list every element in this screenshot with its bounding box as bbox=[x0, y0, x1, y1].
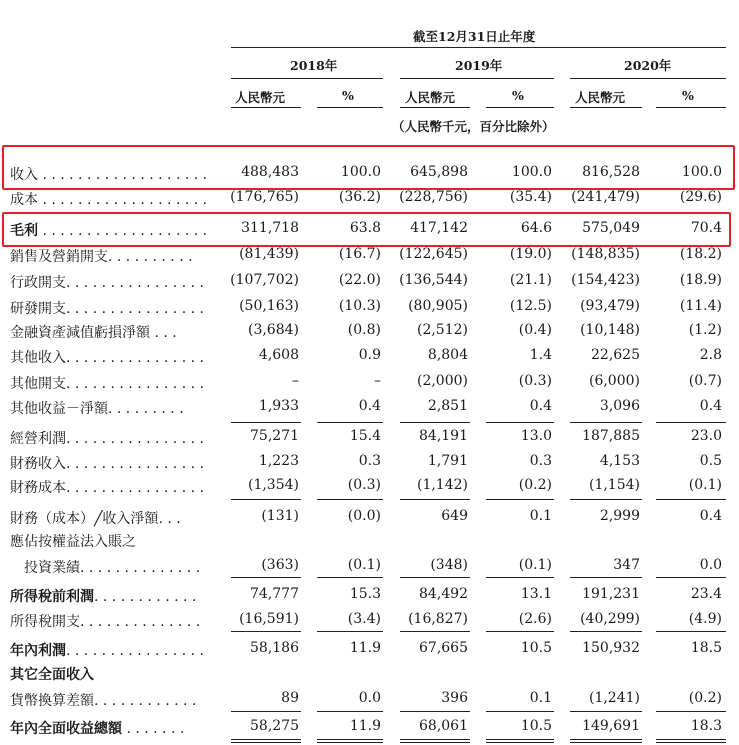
total-double-rule bbox=[570, 739, 642, 740]
subtotal-rule bbox=[486, 499, 554, 500]
year-rule-2018 bbox=[231, 78, 383, 79]
row-leader-dots: . . . bbox=[158, 511, 181, 527]
subtotal-rule bbox=[656, 577, 726, 578]
amount-cell: (16,827) bbox=[408, 611, 468, 627]
percent-cell: 0.3 bbox=[529, 453, 552, 469]
total-double-rule bbox=[231, 742, 301, 743]
percent-cell: (18.2) bbox=[679, 246, 722, 262]
amount-cell: 22,625 bbox=[591, 347, 640, 363]
subtotal-rule bbox=[486, 631, 554, 632]
percent-cell: 1.4 bbox=[529, 347, 552, 363]
subtotal-rule bbox=[400, 711, 470, 712]
amount-cell: (50,163) bbox=[239, 298, 299, 314]
percent-cell: (3.4) bbox=[347, 611, 381, 627]
amount-cell: (1,241) bbox=[588, 690, 640, 706]
amount-cell: (10,148) bbox=[580, 322, 640, 338]
row-leader-dots: . . . . . . . . . . . . . . . . . . . bbox=[38, 167, 208, 183]
subtotal-rule bbox=[317, 577, 383, 578]
amount-cell: (1,142) bbox=[416, 477, 468, 493]
amount-cell: 74,777 bbox=[250, 586, 299, 602]
row-label bbox=[10, 428, 225, 448]
amount-cell: 396 bbox=[441, 690, 468, 706]
row-label-text: 收入 bbox=[10, 167, 38, 183]
subtotal-rule bbox=[231, 577, 301, 578]
amount-cell: (241,479) bbox=[571, 189, 640, 205]
percent-cell: 23.4 bbox=[690, 586, 722, 602]
amount-cell: 84,191 bbox=[419, 428, 468, 444]
row-leader-dots: . . . bbox=[150, 325, 177, 341]
amount-cell: 75,271 bbox=[250, 428, 299, 444]
amount-cell: 2,999 bbox=[599, 508, 640, 524]
percent-cell: (0.4) bbox=[518, 322, 552, 338]
amount-cell: (176,765) bbox=[230, 189, 299, 205]
amount-cell: 3,096 bbox=[599, 398, 640, 414]
subtotal-rule bbox=[231, 631, 301, 632]
amount-cell: 417,142 bbox=[410, 220, 468, 236]
col-rule-rmb-2020 bbox=[570, 107, 642, 108]
percent-cell: 64.6 bbox=[520, 220, 552, 236]
year-2018: 2018年 bbox=[290, 58, 338, 73]
amount-cell: (228,756) bbox=[399, 189, 468, 205]
percent-cell: 0.3 bbox=[358, 453, 381, 469]
amount-cell: (1,154) bbox=[588, 477, 640, 493]
currency-label-2018: 人民幣元 bbox=[235, 90, 286, 105]
row-leader-dots: . . . . . . . . . . . . . . . . bbox=[66, 275, 204, 291]
amount-cell: (348) bbox=[430, 557, 468, 573]
amount-cell: (1,354) bbox=[247, 477, 299, 493]
row-label-text: 毛利 bbox=[10, 223, 38, 239]
total-double-rule bbox=[317, 739, 383, 740]
row-label bbox=[10, 531, 225, 551]
amount-cell: 150,932 bbox=[582, 640, 640, 656]
row-label bbox=[10, 347, 225, 367]
col-rule-pct-2019 bbox=[486, 107, 554, 108]
unit-note: （人民幣千元，百分比除外） bbox=[392, 119, 555, 134]
row-label-text: 金融資產減值虧損淨額 bbox=[10, 325, 150, 341]
subtotal-rule bbox=[570, 711, 642, 712]
row-label-text: 年內全面收益總額 bbox=[10, 721, 122, 737]
subtotal-rule bbox=[570, 631, 642, 632]
subtotal-rule bbox=[317, 631, 383, 632]
amount-cell: 1,791 bbox=[427, 453, 468, 469]
subtotal-rule bbox=[656, 499, 726, 500]
percent-cell: 18.3 bbox=[690, 718, 722, 734]
percent-cell: 0.9 bbox=[358, 347, 381, 363]
subtotal-rule bbox=[400, 422, 470, 423]
amount-cell: (93,479) bbox=[580, 298, 640, 314]
amount-cell: 816,528 bbox=[582, 164, 640, 180]
row-label-text: 貨幣換算差額 bbox=[10, 693, 94, 709]
row-leader-dots: . . . . . . . . . . . . . . . . bbox=[66, 456, 204, 472]
amount-cell: 58,186 bbox=[250, 640, 299, 656]
row-leader-dots: . . . . . . . . . . . . . . . . . . . bbox=[38, 192, 208, 208]
subtotal-rule bbox=[656, 422, 726, 423]
percent-cell: 0.4 bbox=[358, 398, 381, 414]
row-leader-dots: . . . . . . . . . bbox=[108, 401, 184, 417]
percent-cell: (0.8) bbox=[347, 322, 381, 338]
amount-cell: 58,275 bbox=[250, 718, 299, 734]
row-leader-dots: . . . . . . . . . . . . bbox=[94, 693, 197, 709]
subtotal-rule bbox=[656, 631, 726, 632]
percent-cell: 13.0 bbox=[520, 428, 552, 444]
percent-cell: 10.5 bbox=[520, 718, 552, 734]
percent-label-2019: % bbox=[512, 88, 524, 103]
percent-cell: (21.1) bbox=[509, 272, 552, 288]
amount-cell: (80,905) bbox=[408, 298, 468, 314]
row-label-text: 財務（成本）╱收入淨額 bbox=[10, 511, 159, 527]
percent-cell: (4.9) bbox=[688, 611, 722, 627]
amount-cell: 191,231 bbox=[582, 586, 640, 602]
amount-cell: 68,061 bbox=[419, 718, 468, 734]
highlight-box-revenue bbox=[2, 145, 735, 190]
row-leader-dots: . . . . . . . . . . . . bbox=[94, 589, 197, 605]
percent-cell: (10.3) bbox=[338, 298, 381, 314]
amount-cell: 1,933 bbox=[258, 398, 299, 414]
currency-label-2019: 人民幣元 bbox=[405, 90, 456, 105]
percent-label-2018: % bbox=[342, 88, 354, 103]
amount-cell: (2,512) bbox=[416, 322, 468, 338]
percent-cell: 11.9 bbox=[349, 640, 381, 656]
row-label-text: 銷售及營銷開支 bbox=[10, 249, 108, 265]
percent-cell: 15.3 bbox=[349, 586, 381, 602]
subtotal-rule bbox=[317, 499, 383, 500]
currency-label-2020: 人民幣元 bbox=[575, 90, 626, 105]
percent-cell: 0.4 bbox=[699, 398, 722, 414]
amount-cell: 187,885 bbox=[582, 428, 640, 444]
percent-cell: 10.5 bbox=[520, 640, 552, 656]
total-double-rule bbox=[400, 742, 470, 743]
row-label bbox=[10, 189, 225, 209]
row-leader-dots: . . . . . . . . . . . . . . bbox=[80, 560, 201, 576]
percent-cell: (35.4) bbox=[509, 189, 552, 205]
percent-cell: (0.3) bbox=[347, 477, 381, 493]
year-2019: 2019年 bbox=[455, 58, 503, 73]
amount-cell: (107,702) bbox=[230, 272, 299, 288]
row-label-text: 其他收入 bbox=[10, 350, 66, 366]
percent-cell: 0.0 bbox=[699, 557, 722, 573]
row-label-text: 應佔按權益法入賬之 bbox=[10, 534, 136, 550]
total-double-rule bbox=[656, 742, 726, 743]
amount-cell: 488,483 bbox=[241, 164, 299, 180]
amount-cell: 84,492 bbox=[419, 586, 468, 602]
year-2020: 2020年 bbox=[624, 58, 672, 73]
row-label bbox=[10, 640, 225, 660]
row-label bbox=[10, 611, 225, 631]
amount-cell: (3,684) bbox=[247, 322, 299, 338]
amount-cell: (6,000) bbox=[588, 373, 640, 389]
amount-cell: 4,153 bbox=[599, 453, 640, 469]
row-label bbox=[10, 298, 225, 318]
percent-cell: (22.0) bbox=[338, 272, 381, 288]
percent-cell: 63.8 bbox=[349, 220, 381, 236]
amount-cell: 649 bbox=[441, 508, 468, 524]
percent-cell: 13.1 bbox=[520, 586, 552, 602]
amount-cell: 4,608 bbox=[258, 347, 299, 363]
period-title: 截至12月31日止年度 bbox=[413, 29, 536, 44]
total-double-rule bbox=[570, 742, 642, 743]
subtotal-rule bbox=[231, 499, 301, 500]
amount-cell: (122,645) bbox=[399, 246, 468, 262]
row-leader-dots: . . . . . . . . . . . . . . . . . . . bbox=[38, 223, 208, 239]
total-double-rule bbox=[656, 739, 726, 740]
amount-cell: – bbox=[292, 373, 299, 389]
amount-cell: 89 bbox=[281, 690, 299, 706]
total-double-rule bbox=[231, 739, 301, 740]
subtotal-rule bbox=[317, 422, 383, 423]
subtotal-rule bbox=[486, 711, 554, 712]
amount-cell: (148,835) bbox=[571, 246, 640, 262]
percent-cell: 0.1 bbox=[529, 690, 552, 706]
percent-cell: 23.0 bbox=[690, 428, 722, 444]
amount-cell: (40,299) bbox=[580, 611, 640, 627]
row-leader-dots: . . . . . . . . . . . . . . bbox=[80, 614, 201, 630]
year-rule-2020 bbox=[570, 78, 726, 79]
total-double-rule bbox=[486, 742, 554, 743]
header-rule bbox=[231, 47, 726, 48]
percent-cell: 11.9 bbox=[349, 718, 381, 734]
subtotal-rule bbox=[570, 577, 642, 578]
row-leader-dots: . . . . . . . . . . . . . . . . bbox=[66, 376, 204, 392]
subtotal-rule bbox=[486, 422, 554, 423]
percent-cell: (1.2) bbox=[688, 322, 722, 338]
amount-cell: (2,000) bbox=[416, 373, 468, 389]
row-label bbox=[10, 664, 225, 684]
subtotal-rule bbox=[570, 499, 642, 500]
row-label-text: 研發開支 bbox=[10, 301, 66, 317]
row-label-text: 財務成本 bbox=[10, 480, 66, 496]
row-label bbox=[10, 453, 225, 473]
year-rule-2019 bbox=[400, 78, 554, 79]
percent-cell: (0.2) bbox=[688, 690, 722, 706]
percent-cell: 0.4 bbox=[699, 508, 722, 524]
percent-cell: 70.4 bbox=[690, 220, 722, 236]
percent-cell: 18.5 bbox=[690, 640, 722, 656]
amount-cell: 575,049 bbox=[582, 220, 640, 236]
row-label-text: 所得稅開支 bbox=[10, 614, 80, 630]
percent-cell: (0.1) bbox=[347, 557, 381, 573]
percent-cell: (0.1) bbox=[518, 557, 552, 573]
percent-cell: 0.1 bbox=[529, 508, 552, 524]
percent-cell: (0.2) bbox=[518, 477, 552, 493]
row-leader-dots: . . . . . . . . . . . . . . . . bbox=[66, 480, 204, 496]
col-rule-pct-2018 bbox=[317, 107, 383, 108]
percent-cell: 0.5 bbox=[699, 453, 722, 469]
col-rule-rmb-2019 bbox=[400, 107, 470, 108]
amount-cell: 149,691 bbox=[582, 718, 640, 734]
row-leader-dots: . . . . . . . . . . bbox=[108, 249, 193, 265]
percent-cell: (2.6) bbox=[518, 611, 552, 627]
amount-cell: 311,718 bbox=[241, 220, 299, 236]
percent-cell: 2.8 bbox=[699, 347, 722, 363]
percent-cell: 100.0 bbox=[511, 164, 552, 180]
subtotal-rule bbox=[400, 631, 470, 632]
row-leader-dots: . . . . . . . . . . . . . . . . bbox=[66, 301, 204, 317]
percent-cell: 15.4 bbox=[349, 428, 381, 444]
amount-cell: (136,544) bbox=[399, 272, 468, 288]
col-rule-rmb-2018 bbox=[231, 107, 301, 108]
percent-cell: 100.0 bbox=[681, 164, 722, 180]
percent-cell: – bbox=[374, 373, 381, 389]
row-label-text: 投資業績 bbox=[10, 560, 80, 576]
row-label bbox=[10, 586, 225, 606]
subtotal-rule bbox=[231, 422, 301, 423]
amount-cell: 1,223 bbox=[258, 453, 299, 469]
percent-cell: 100.0 bbox=[340, 164, 381, 180]
row-label bbox=[10, 690, 225, 710]
row-leader-dots: . . . . . . . . . . . . . . . . bbox=[66, 350, 204, 366]
row-label bbox=[10, 508, 225, 528]
amount-cell: (154,423) bbox=[571, 272, 640, 288]
percent-cell: (0.1) bbox=[688, 477, 722, 493]
subtotal-rule bbox=[400, 577, 470, 578]
row-label-text: 年內利潤 bbox=[10, 643, 66, 659]
amount-cell: (363) bbox=[261, 557, 299, 573]
row-label bbox=[10, 322, 225, 342]
row-label bbox=[10, 373, 225, 393]
row-label-text: 所得稅前利潤 bbox=[10, 589, 94, 605]
percent-cell: 0.0 bbox=[358, 690, 381, 706]
row-label bbox=[10, 246, 225, 266]
highlight-box-gross-profit bbox=[2, 212, 731, 247]
amount-cell: 347 bbox=[613, 557, 640, 573]
amount-cell: (131) bbox=[261, 508, 299, 524]
subtotal-rule bbox=[317, 711, 383, 712]
total-double-rule bbox=[317, 742, 383, 743]
row-label bbox=[10, 557, 225, 577]
percent-cell: (29.6) bbox=[679, 189, 722, 205]
amount-cell: 2,851 bbox=[427, 398, 468, 414]
row-label-text: 行政開支 bbox=[10, 275, 66, 291]
amount-cell: (81,439) bbox=[239, 246, 299, 262]
percent-label-2020: % bbox=[682, 88, 694, 103]
row-label-text: 其他開支 bbox=[10, 376, 66, 392]
row-label bbox=[10, 272, 225, 292]
percent-cell: (11.4) bbox=[679, 298, 722, 314]
subtotal-rule bbox=[570, 422, 642, 423]
subtotal-rule bbox=[486, 577, 554, 578]
row-label-text: 其它全面收入 bbox=[10, 667, 94, 683]
col-rule-pct-2020 bbox=[656, 107, 726, 108]
amount-cell: 8,804 bbox=[427, 347, 468, 363]
percent-cell: (0.0) bbox=[347, 508, 381, 524]
amount-cell: 645,898 bbox=[410, 164, 468, 180]
percent-cell: (36.2) bbox=[338, 189, 381, 205]
amount-cell: (16,591) bbox=[239, 611, 299, 627]
subtotal-rule bbox=[231, 711, 301, 712]
row-label-text: 經營利潤 bbox=[10, 431, 66, 447]
percent-cell: (0.3) bbox=[518, 373, 552, 389]
percent-cell: (19.0) bbox=[509, 246, 552, 262]
row-label-text: 財務收入 bbox=[10, 456, 66, 472]
percent-cell: (12.5) bbox=[509, 298, 552, 314]
amount-cell: 67,665 bbox=[419, 640, 468, 656]
row-leader-dots: . . . . . . . . . . . . . . . . bbox=[66, 643, 204, 659]
percent-cell: 0.4 bbox=[529, 398, 552, 414]
percent-cell: (16.7) bbox=[338, 246, 381, 262]
row-label-text: 其他收益－淨額 bbox=[10, 401, 108, 417]
row-leader-dots: . . . . . . . bbox=[122, 721, 185, 737]
percent-cell: (18.9) bbox=[679, 272, 722, 288]
total-double-rule bbox=[486, 739, 554, 740]
row-label bbox=[10, 477, 225, 497]
total-double-rule bbox=[400, 739, 470, 740]
row-leader-dots: . . . . . . . . . . . . . . . . bbox=[66, 431, 204, 447]
subtotal-rule bbox=[400, 499, 470, 500]
percent-cell: (0.7) bbox=[688, 373, 722, 389]
row-label bbox=[10, 398, 225, 418]
subtotal-rule bbox=[656, 711, 726, 712]
row-label bbox=[10, 718, 225, 738]
row-label-text: 成本 bbox=[10, 192, 38, 208]
